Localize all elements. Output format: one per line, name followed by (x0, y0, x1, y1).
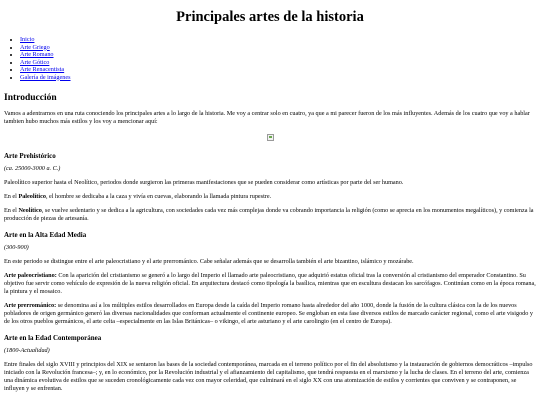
nav-item-galeria (20, 74, 536, 82)
nav-link-arte-romano[interactable]: Arte Romano (20, 51, 54, 58)
page-title: Principales artes de la historia (176, 9, 364, 25)
intro-text: Vamos a adentrarnos en una ruta conociendo los principales artes a lo largo de la historia. Me voy a centrar solo en cuatro, ya que a mi parecer fueron de los más influyentes. Además de los cuatro que voy a hablar tambien hubo muchos más estilos y los voy a mencionar aquí: (4, 110, 530, 125)
image-container (4, 134, 536, 144)
prehistoric-heading: Arte Prehistórico (4, 152, 56, 160)
high-middle-ages-era: (300-900) (4, 244, 29, 251)
text-span: , se vuelve sedentario y se dedica a la agricultura, con sociedades cada vez más complejas donde va cobrando importancia la religión (como se aprecia en los monumentos megalíticos), y comienza la producción de piezas de artesanía. (4, 207, 534, 222)
contemporary-paragraph-1: Entre finales del siglo XVIII y principios del XIX se sentaron las bases de la sociedad contemporánea, marcada en el terreno político por el fin del absolutismo y la instauración de gobiernos democráticos –impulso iniciado con la Revolución francesa–; y, en lo económico, por la Revolución industrial y el afianzamiento del capitalismo, que tendrá respuesta en el marxismo y la lucha de clases. En el terreno del arte, comienza una dinámica evolutiva de estilos que se suceden cronológicamente cada vez con mayor celeridad, que culminará en el siglo XX con una atomización de estilos y corrientes que conviven y se contraponen, se influyen y se enfrentan. (4, 361, 533, 392)
prehistoric-paragraph-3 (4, 207, 536, 223)
text-span: En el (4, 193, 19, 200)
broken-image-icon (267, 134, 274, 141)
page (0, 9, 540, 393)
nav-item-gotico (20, 59, 536, 67)
nav-link-inicio[interactable]: Inicio (20, 36, 35, 43)
nav-item-griego (20, 44, 536, 52)
prehistoric-paragraph-2 (4, 193, 536, 201)
text-span: Con la aparición del cristianismo se generó a lo largo del Imperio el llamado arte paleocristiano, que adquirió estatus oficial tras la conversión al cristianismo del emperador Constantino. Su objetivo fue servir como vehículo de expresión de la nueva religión oficial. En arquitectura destacó como tipología la basílica, mientras que en escultura destacan los sarcófagos. Continúan como en la época romana, la pintura y el mosaico. (4, 272, 536, 295)
nav-item-romano (20, 51, 536, 59)
contemporary-era: (1800-Actualidad) (4, 347, 50, 354)
term-arte-paleocristiano: Arte paleocristiano: (4, 272, 57, 279)
high-middle-ages-paragraph-2 (4, 272, 536, 296)
term-arte-prerromanico: Arte prerrománico: (4, 302, 57, 309)
prehistoric-paragraph-1: Paleolítico superior hasta el Neolítico, periodos donde surgieron las primeras manifestaciones que se pueden considerar como artísticas por parte del ser humano. (4, 179, 404, 186)
nav-item-inicio (20, 36, 536, 44)
nav-link-arte-griego[interactable]: Arte Griego (20, 43, 50, 51)
nav-link-arte-gotico[interactable]: Arte Gótico (20, 58, 50, 66)
term-paleolitico: Paleolítico (18, 193, 46, 200)
text-span: En el (4, 207, 19, 214)
prehistoric-era: (ca. 25000-3000 a. C.) (4, 165, 61, 172)
high-middle-ages-heading: Arte en la Alta Edad Media (4, 231, 87, 239)
term-neolitico: Neolítico (18, 207, 42, 214)
nav-link-arte-renacentista[interactable]: Arte Renacentista (20, 66, 65, 73)
nav-link-galeria[interactable]: Galería de imágenes (20, 73, 71, 81)
text-span: , el hombre se dedicaba a la caza y vivía en cuevas, elaborando la llamada pintura rupestre. (45, 193, 272, 200)
text-span: se denomina así a los múltiples estilos desarrollados en Europa desde la caída del Imperio romano hasta alrededor del año 1000, donde la fusión de la cultura clásica con la de los nuevos pobladores de origen germánico generó las diversas nacionalidades que conforman actualmente el continente europeo. Se engloban en esta fase diversos estilos de marcado carácter regional, como el arte visigodo y de los otros pueblos germánicos, el arte celta –especialmente en las Islas Británicas– o vikingo, el arte asturiano y el arte carolingio (en el centro de Europa). (4, 302, 534, 325)
nav-list (4, 36, 536, 81)
high-middle-ages-paragraph-3 (4, 302, 536, 326)
nav-item-renacentista (20, 66, 536, 74)
contemporary-heading: Arte en la Edad Contemporánea (4, 334, 102, 342)
intro-heading: Introducción (4, 93, 57, 103)
high-middle-ages-paragraph-1: En este periodo se distingue entre el arte paleocristiano y el arte prerrománico. Cabe señalar además que se desarrolla también el arte bizantino, islámico y mozárabe. (4, 258, 414, 265)
